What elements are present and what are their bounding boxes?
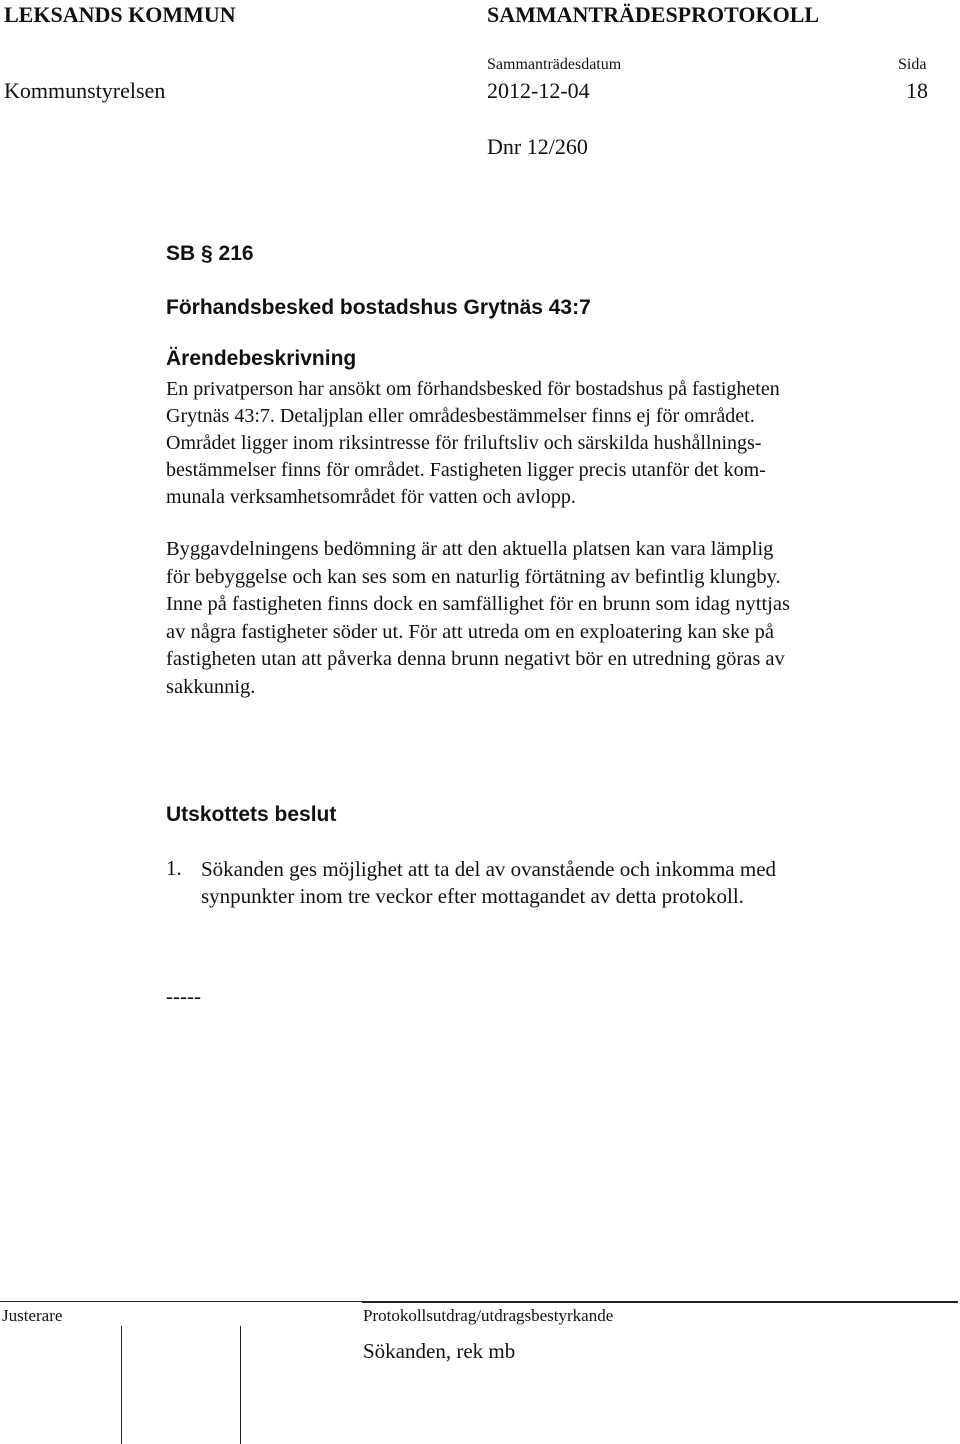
description-line: Grytnäs 43:7. Detaljplan eller områdesbestämmelser finns ej för området.	[166, 405, 755, 427]
meeting-date: 2012-12-04	[487, 78, 590, 103]
assessment-line: av några fastigheter söder ut. För att utreda om en exploatering kan ske på	[166, 620, 774, 643]
page-label: Sida	[898, 56, 927, 73]
footer-divider-right	[362, 1301, 958, 1303]
assessment-paragraph	[166, 536, 886, 701]
decision-heading: Utskottets beslut	[166, 803, 337, 826]
description-line: munala verksamhetsområdet för vatten och avlopp.	[166, 486, 576, 508]
case-title: Förhandsbesked bostadshus Grytnäs 43:7	[166, 296, 591, 319]
description-line: Området ligger inom riksintresse för friluftsliv och särskilda hushållnings-	[166, 432, 762, 454]
assessment-line: Inne på fastigheten finns dock en samfällighet för en brunn som idag nyttjas	[166, 593, 790, 615]
extract-recipient: Sökanden, rek mb	[363, 1339, 516, 1363]
assessment-line: för bebyggelse och kan ses som en naturlig förtätning av befintlig klungby.	[166, 565, 781, 588]
justerare-label: Justerare	[2, 1306, 63, 1325]
organization-name: LEKSANDS KOMMUN	[4, 2, 236, 27]
description-heading: Ärendebeskrivning	[166, 347, 357, 370]
diary-number: Dnr 12/260	[487, 134, 588, 159]
end-marker: -----	[166, 984, 201, 1008]
assessment-line: sakkunnig.	[166, 675, 256, 698]
decision-line: Sökanden ges möjlighet att ta del av ovanstående och inkomma med	[201, 857, 777, 881]
signature-box-divider	[121, 1326, 122, 1444]
meeting-date-label: Sammanträdesdatum	[487, 56, 622, 73]
assessment-line: Byggavdelningens bedömning är att den aktuella platsen kan vara lämplig	[166, 538, 774, 560]
assessment-line: fastigheten utan att påverka denna brunn negativt bör en utredning göras av	[166, 648, 785, 670]
decision-number: 1.	[166, 856, 182, 880]
decision-line: synpunkter inom tre veckor efter mottagandet av detta protokoll.	[201, 884, 744, 908]
description-paragraph	[166, 376, 886, 511]
extract-label: Protokollsutdrag/utdragsbestyrkande	[363, 1306, 614, 1325]
signature-box-divider	[240, 1326, 241, 1444]
decision-item	[201, 856, 776, 910]
case-id: SB § 216	[166, 242, 254, 265]
description-line: bestämmelser finns för området. Fastigheten ligger precis utanför det kom-	[166, 459, 766, 481]
page-number: 18	[906, 78, 928, 103]
document-type: SAMMANTRÄDESPROTOKOLL	[487, 2, 820, 27]
description-line: En privatperson har ansökt om förhandsbesked för bostadshus på fastigheten	[166, 378, 780, 400]
committee-name: Kommunstyrelsen	[4, 78, 166, 103]
